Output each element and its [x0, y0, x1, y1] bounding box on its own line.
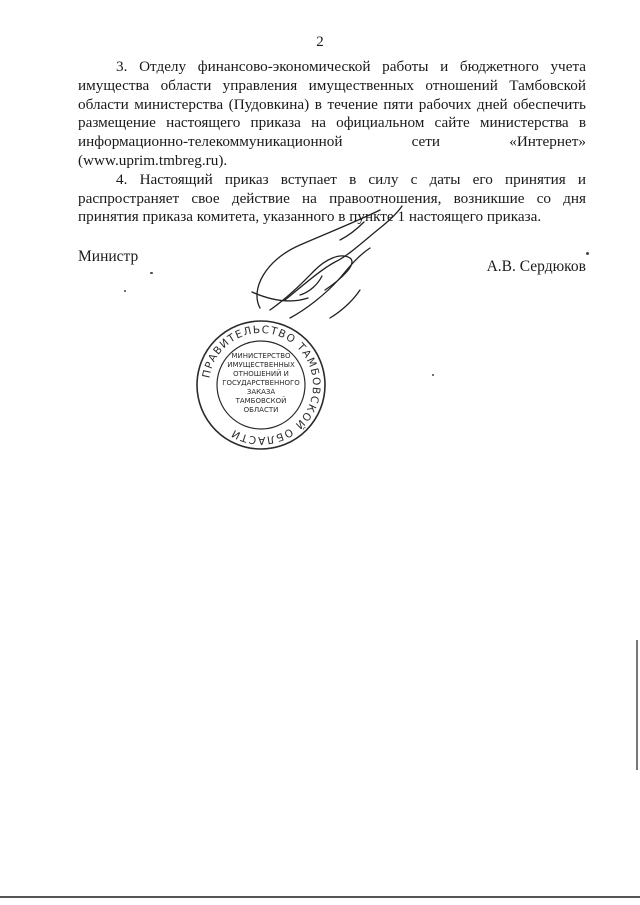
seal-line: ТАМБОВСКОЙ: [235, 397, 287, 405]
paragraph-text: Настоящий приказ вступает в силу с даты его принятия и распространяет свое действие на правоотношения, возникшие со дня принятия приказа комитета, указанного в пункте 1 настоящего приказа.: [78, 170, 586, 226]
handwritten-signature: [230, 200, 410, 330]
scan-edge: [636, 640, 638, 770]
seal-line: ГОСУДАРСТВЕННОГО: [222, 379, 300, 387]
seal-line: ОБЛАСТИ: [243, 406, 279, 414]
scan-speck: [124, 290, 126, 292]
scan-speck: [586, 252, 589, 255]
paragraph-number: 3.: [116, 58, 128, 75]
page-number: 2: [316, 34, 324, 50]
official-seal: [194, 318, 328, 452]
signatory-position: Министр: [78, 248, 139, 265]
paragraph-3: [78, 58, 586, 171]
scan-speck: [150, 272, 153, 274]
scan-line: [0, 896, 640, 898]
paragraph-text: Отделу финансово-экономической работы и бюджетного учета имущества области управления имущественных отношений Тамбовской области министерства (Пудовкина) в течение пяти рабочих дней обеспечить размещение настоящего приказа на официальном сайте министерства в информационно-телекоммуникационной сети «Интернет» (www.uprim.tmbreg.ru).: [78, 58, 587, 169]
seal-line: ОТНОШЕНИЙ И: [233, 370, 289, 378]
seal-outer-text: ПРАВИТЕЛЬСТВО ТАМБОВСКОЙ ОБЛАСТИ: [200, 323, 323, 447]
seal-line: ИМУЩЕСТВЕННЫХ: [227, 361, 295, 369]
paragraph-number: 4.: [116, 170, 128, 188]
scan-speck: [432, 374, 434, 376]
seal-line: МИНИСТЕРСТВО: [231, 352, 291, 360]
seal-line: ЗАКАЗА: [246, 388, 276, 396]
signatory-name: А.В. Сердюков: [486, 258, 586, 275]
